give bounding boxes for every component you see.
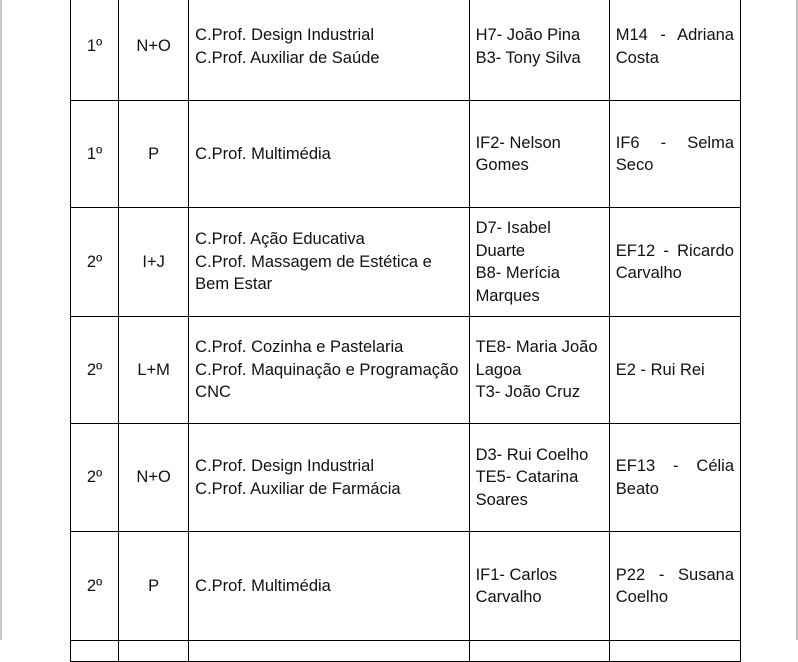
director-cell: P22 - Susana Coelho (609, 532, 740, 641)
room-cell: N+O (119, 0, 189, 101)
course-name: C.Prof. Ação Educativa (195, 230, 365, 249)
course-cell (189, 532, 469, 641)
teacher-cell (469, 317, 609, 424)
table-row (71, 532, 741, 641)
empty-cell (609, 641, 740, 662)
teacher-name: T3- João Cruz (475, 383, 581, 402)
class-assignment-table (70, 0, 741, 662)
course-name: C.Prof. Design Industrial (195, 457, 374, 475)
year-cell: 1º (71, 101, 119, 208)
empty-cell (119, 641, 189, 662)
teacher-name: D7- Isabel Duarte (475, 219, 551, 260)
teacher-cell (469, 424, 609, 532)
page-left-edge (0, 0, 2, 640)
teacher-cell (469, 532, 609, 641)
course-name: C.Prof. Massagem de Estética e Bem Estar (195, 252, 432, 294)
course-cell (189, 317, 469, 424)
teacher-name: B3- Tony Silva (475, 48, 581, 67)
room-cell: L+M (119, 317, 189, 424)
year-cell: 1º (71, 0, 119, 101)
room-cell: N+O (119, 424, 189, 532)
course-name: C.Prof. Cozinha e Pastelaria (195, 338, 404, 357)
director-cell: EF13 - Célia Beato (609, 424, 740, 532)
director-cell: M14 - Adriana Costa (609, 0, 740, 101)
course-name: C.Prof. Maquinação e Programação CNC (195, 360, 459, 402)
table-row (71, 317, 741, 424)
course-name: C.Prof. Auxiliar de Saúde (195, 48, 380, 67)
year-cell: 2º (71, 532, 119, 641)
course-cell (189, 424, 469, 532)
room-cell: I+J (119, 208, 189, 317)
course-name: C.Prof. Design Industrial (195, 26, 374, 44)
course-name: C.Prof. Multimédia (195, 576, 331, 595)
table-row (71, 101, 741, 208)
teacher-name: IF1- Carlos Carvalho (475, 565, 558, 606)
course-cell (189, 101, 469, 208)
room-cell: P (119, 532, 189, 641)
teacher-cell (469, 0, 609, 101)
empty-cell (469, 641, 609, 662)
teacher-name: TE5- Catarina Soares (475, 468, 579, 509)
year-cell: 2º (71, 208, 119, 317)
table-row (71, 0, 741, 101)
teacher-name: B8- Merícia Marques (475, 264, 560, 305)
table-row (71, 208, 741, 317)
room-cell: P (119, 101, 189, 208)
course-cell (189, 208, 469, 317)
course-name: C.Prof. Auxiliar de Farmácia (195, 479, 401, 498)
table-row (71, 424, 741, 532)
course-cell (189, 0, 469, 101)
director-cell: IF6 - Selma Seco (609, 101, 740, 208)
year-cell: 2º (71, 317, 119, 424)
empty-cell (189, 641, 469, 662)
director-cell: EF12 - Ricardo Carvalho (609, 208, 740, 317)
teacher-name: IF2- Nelson Gomes (475, 133, 561, 174)
teacher-cell (469, 101, 609, 208)
teacher-name: H7- João Pina (475, 26, 581, 44)
course-name: C.Prof. Multimédia (195, 144, 331, 163)
empty-cell (71, 641, 119, 662)
teacher-name: D3- Rui Coelho (475, 445, 589, 464)
table-row-partial (71, 641, 741, 662)
teacher-cell (469, 208, 609, 317)
teacher-name: TE8- Maria João Lagoa (475, 338, 598, 379)
year-cell: 2º (71, 424, 119, 532)
director-cell: E2 - Rui Rei (609, 317, 740, 424)
